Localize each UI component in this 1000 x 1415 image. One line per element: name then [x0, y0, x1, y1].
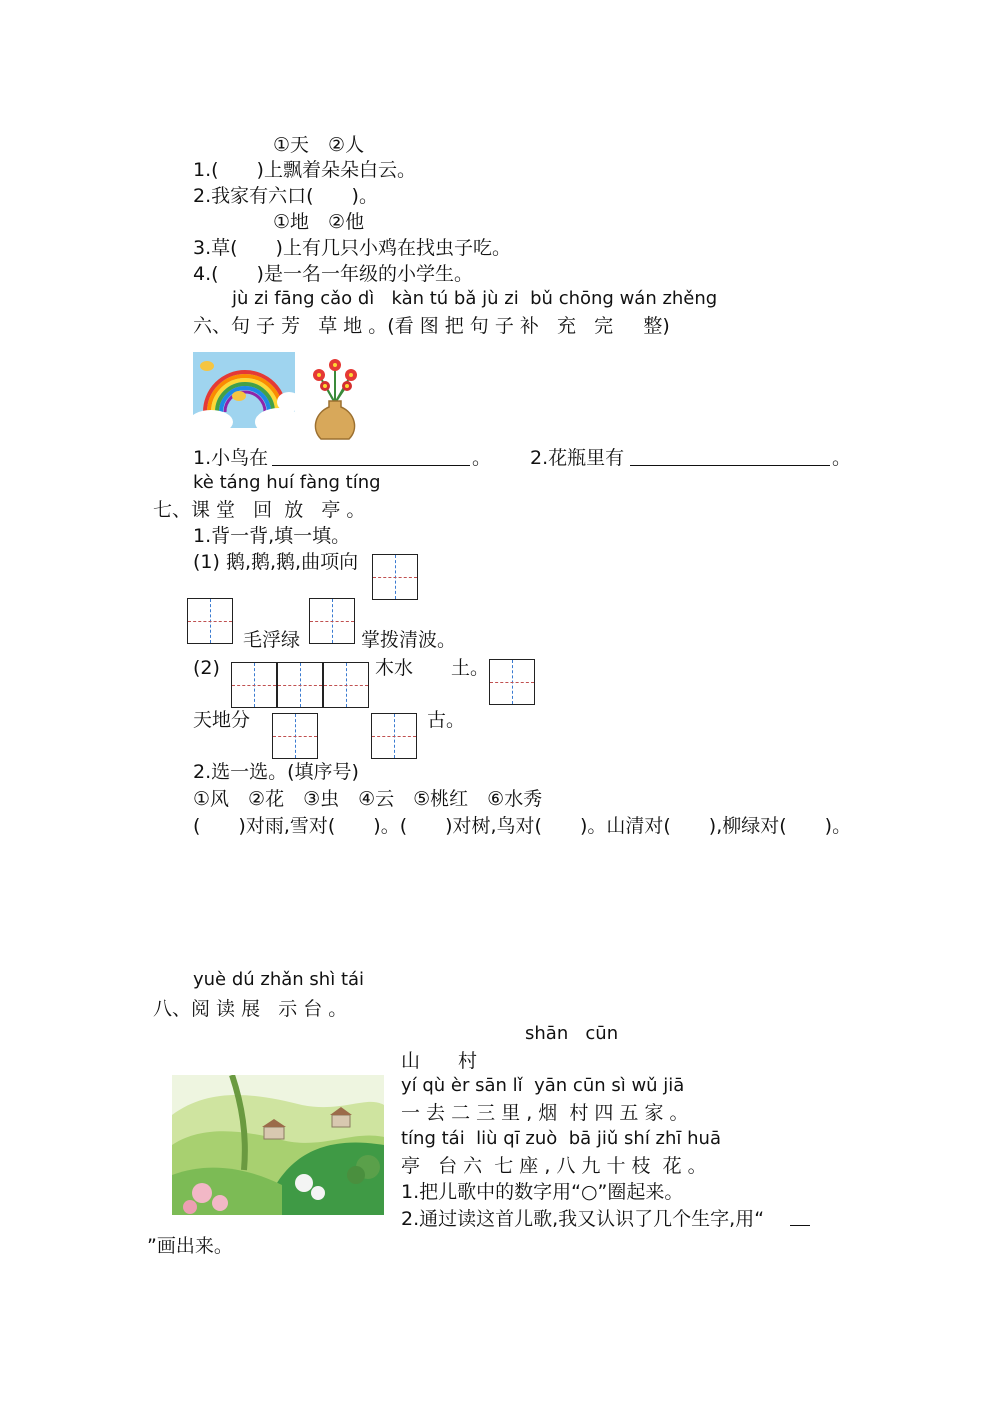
question-5-1: 1.( )上飘着朵朵白云。 [193, 159, 416, 181]
section-8-pinyin: yuè dú zhǎn shì tái [193, 969, 365, 990]
tianzige-box[interactable] [323, 662, 369, 708]
period: 。 [472, 447, 492, 469]
poem-line-2b: 掌拨清波。 [361, 629, 457, 651]
poem-line-2a: 毛浮绿 [243, 629, 301, 651]
mountain-village-image [172, 1075, 384, 1215]
tianzige-box[interactable] [489, 659, 535, 705]
section-8-title: 八、阅 读 展 示 台 。 [153, 998, 348, 1020]
rhyme-line-2b: 古。 [427, 709, 466, 731]
tianzige-box[interactable] [371, 713, 417, 759]
question-5-2: 2.我家有六口( )。 [193, 185, 378, 207]
poem-line-1: 一 去 二 三 里 , 烟 村 四 五 家 。 [401, 1102, 689, 1124]
question-8-2-end: ”画出来。 [147, 1235, 233, 1257]
answer-line-6-1[interactable] [272, 465, 470, 466]
options-row-2: ①地 ②他 [273, 211, 365, 233]
pairing-line: ( )对雨,雪对( )。( )对树,鸟对( )。山清对( ),柳绿对( )。 [193, 815, 852, 837]
options-row-1: ①天 ②人 [273, 134, 365, 156]
flower-vase-image [305, 355, 365, 443]
sentence-6-2: 2.花瓶里有 [530, 447, 625, 469]
rhyme-line-1: 木水 土。 [375, 657, 490, 679]
question-5-4: 4.( )是一名一年级的小学生。 [193, 263, 473, 285]
choice-options: ①风 ②花 ③虫 ④云 ⑤桃红 ⑥水秀 [193, 788, 543, 810]
tianzige-box[interactable] [309, 598, 355, 644]
question-8-2: 2.通过读这首儿歌,我又认识了几个生字,用“ [401, 1208, 765, 1230]
section-7-pinyin: kè táng huí fàng tíng [193, 472, 381, 493]
question-8-1: 1.把儿歌中的数字用“○”圈起来。 [401, 1181, 684, 1203]
poem-line-1-pinyin: yí qù èr sān lǐ yān cūn sì wǔ jiā [401, 1075, 685, 1096]
section-6-title: 六、句 子 芳 草 地 。(看 图 把 句 子 补 充 完 整) [193, 315, 670, 337]
tianzige-box[interactable] [277, 662, 323, 708]
poem-title: 山 村 [401, 1050, 478, 1072]
rainbow-birds-image [193, 352, 295, 428]
question-5-3: 3.草( )上有几只小鸡在找虫子吃。 [193, 237, 511, 259]
poem-line-2: 亭 台 六 七 座 , 八 九 十 枝 花 。 [401, 1155, 707, 1177]
question-7-2: 2.选一选。(填序号) [193, 761, 359, 783]
tianzige-box[interactable] [372, 554, 418, 600]
answer-line-6-2[interactable] [630, 465, 830, 466]
poem-line-1: (1) 鹅,鹅,鹅,曲项向 [193, 551, 359, 573]
rhyme-label-2: (2) [193, 657, 220, 679]
tianzige-box[interactable] [231, 662, 277, 708]
section-7-title: 七、课 堂 回 放 亭 。 [153, 499, 366, 521]
poem-line-2-pinyin: tíng tái liù qī zuò bā jiǔ shí zhī huā [401, 1128, 721, 1149]
tianzige-box[interactable] [187, 598, 233, 644]
question-7-1: 1.背一背,填一填。 [193, 525, 351, 547]
tianzige-box[interactable] [272, 713, 318, 759]
poem-title-pinyin: shān cūn [525, 1023, 619, 1044]
section-6-pinyin: jù zi fāng cǎo dì kàn tú bǎ jù zi bǔ chōng wán zhěng [232, 288, 718, 309]
underline-sample [790, 1225, 810, 1226]
sentence-6-1: 1.小鸟在 [193, 447, 269, 469]
rhyme-line-2a: 天地分 [193, 709, 251, 731]
period: 。 [832, 447, 852, 469]
